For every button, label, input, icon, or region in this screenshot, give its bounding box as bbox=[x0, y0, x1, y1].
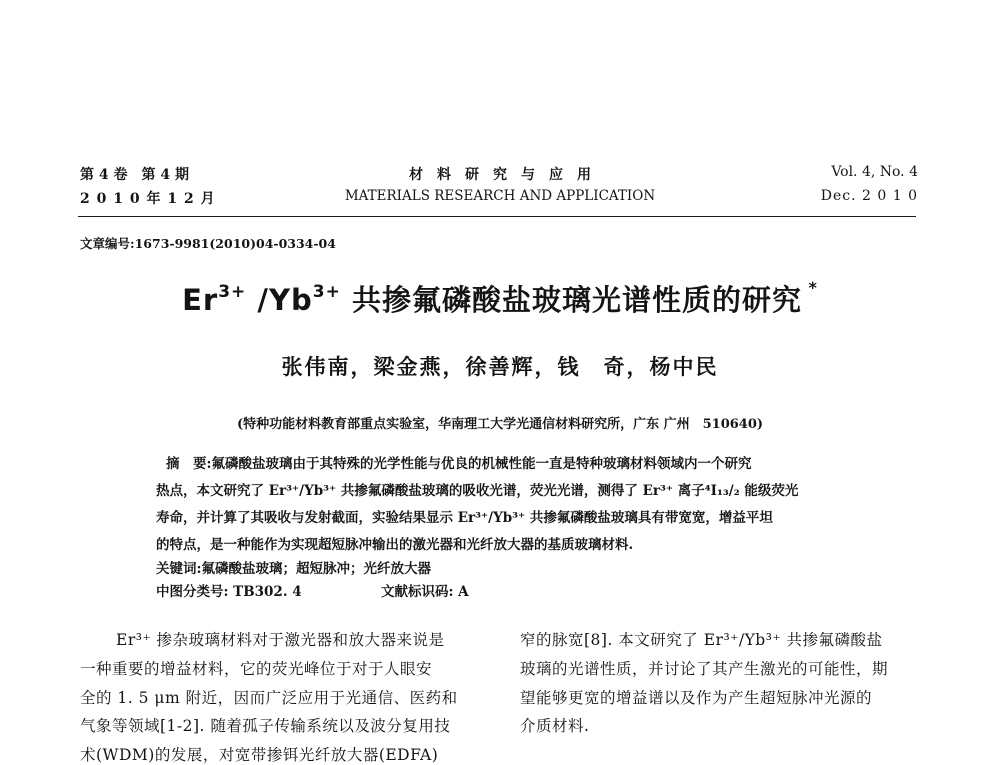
issue-date: 2 0 1 0 年 1 2 月 bbox=[80, 191, 216, 207]
paper-title bbox=[0, 278, 1000, 319]
body-left-line: 气象等领域[1-2]. 随着孤子传输系统以及波分复用技 bbox=[80, 717, 451, 735]
author-separator: ， bbox=[442, 354, 466, 379]
author-separator: ， bbox=[626, 354, 650, 379]
body-left-line: 术(WDM)的发展，对宽带掺铒光纤放大器(EDFA) bbox=[80, 746, 439, 764]
author-separator: ， bbox=[350, 354, 374, 379]
title-ion-er-charge: 3+ bbox=[218, 282, 247, 303]
volume-issue: 第 4 卷 第 4 期 bbox=[80, 167, 189, 183]
issue-date-en: Dec. 2 0 1 0 bbox=[820, 188, 918, 204]
abstract-line: 热点，本文研究了 Er³⁺/Yb³⁺ 共掺氟磷酸盐玻璃的吸收光谱，荧光光谱，测得了 Er³⁺ 离子⁴I₁₃/₂ 能级荧光 bbox=[156, 483, 799, 499]
abstract-line: 的特点，是一种能作为实现超短脉冲输出的激光器和光纤放大器的基质玻璃材料. bbox=[156, 537, 634, 553]
author: 杨中民 bbox=[649, 354, 719, 379]
affiliation: (特种功能材料教育部重点实验室，华南理工大学光通信材料研究所，广东 广州 510640) bbox=[236, 417, 764, 432]
header-rule bbox=[78, 216, 916, 217]
body-right-line: 介质材料. bbox=[520, 717, 590, 735]
document-code: 文献标识码: A bbox=[381, 584, 469, 600]
classification-number: 中图分类号: TB302. 4 bbox=[156, 584, 302, 600]
keywords: 关键词:氟磷酸盐玻璃；超短脉冲；光纤放大器 bbox=[156, 561, 431, 577]
author: 钱 奇 bbox=[557, 354, 627, 379]
title-text: 共掺氟磷酸盐玻璃光谱性质的研究 bbox=[340, 283, 802, 317]
title-ion-yb-charge: 3+ bbox=[312, 282, 341, 303]
author: 张伟南 bbox=[281, 354, 351, 379]
body-left-line: Er³⁺ 掺杂玻璃材料对于激光器和放大器来说是 bbox=[116, 631, 445, 649]
author: 徐善辉 bbox=[465, 354, 535, 379]
article-number: 文章编号:1673-9981(2010)04-0334-04 bbox=[80, 236, 336, 251]
author-separator: ， bbox=[534, 354, 558, 379]
body-left-line: 全的 1. 5 μm 附近，因而广泛应用于光通信、医药和 bbox=[80, 689, 458, 707]
title-separator: / bbox=[246, 283, 269, 317]
volume-number-en: Vol. 4, No. 4 bbox=[831, 164, 918, 180]
body-right-line: 窄的脉宽[8]. 本文研究了 Er³⁺/Yb³⁺ 共掺氟磷酸盐 bbox=[520, 631, 883, 649]
body-right-line: 望能够更宽的增益谱以及作为产生超短脉冲光源的 bbox=[520, 689, 873, 707]
abstract-line: 寿命，并计算了其吸收与发射截面，实验结果显示 Er³⁺/Yb³⁺ 共掺氟磷酸盐玻璃具有带宽宽，增益平坦 bbox=[156, 510, 773, 526]
body-right-line: 玻璃的光谱性质，并讨论了其产生激光的可能性，期 bbox=[520, 660, 889, 678]
journal-title-en: MATERIALS RESEARCH AND APPLICATION bbox=[344, 188, 656, 204]
title-ion-yb: Yb bbox=[269, 283, 313, 317]
abstract-line: 摘 要:氟磷酸盐玻璃由于其特殊的光学性能与优良的机械性能一直是特种玻璃材料领域内一个研究 bbox=[166, 456, 752, 472]
journal-title-cn: 材 料 研 究 与 应 用 bbox=[409, 167, 591, 183]
title-ion-er: Er bbox=[182, 283, 219, 317]
author-list bbox=[0, 351, 1000, 381]
title-footnote-star: * bbox=[801, 278, 818, 298]
author: 梁金燕 bbox=[373, 354, 443, 379]
body-left-line: 一种重要的增益材料，它的荧光峰位于对于人眼安 bbox=[80, 660, 433, 678]
